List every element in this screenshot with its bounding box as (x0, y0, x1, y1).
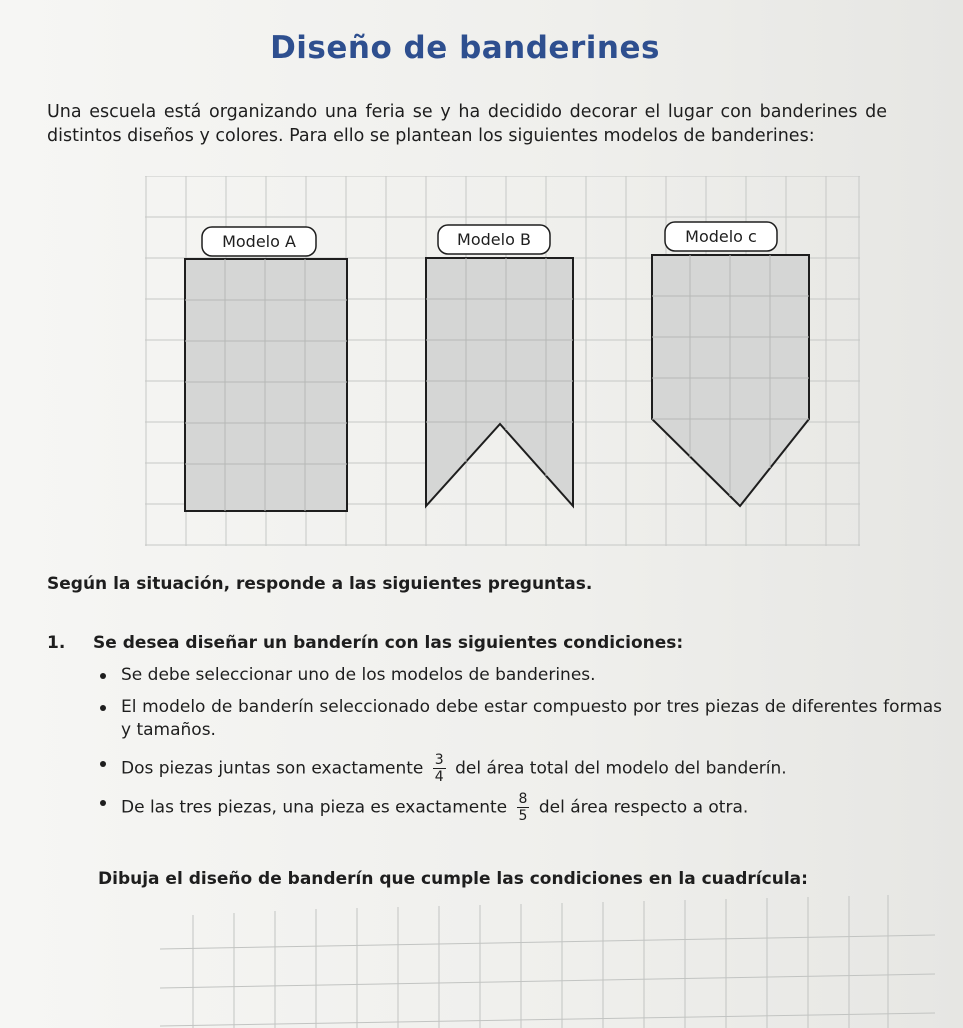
drawing-grid[interactable] (160, 895, 935, 1028)
page-title: Diseño de banderines (270, 30, 660, 66)
fraction-three-quarters (433, 752, 446, 785)
condition-text: del área respecto a otra. (538, 797, 749, 818)
intro-paragraph: Una escuela está organizando una feria se y ha decidido decorar el lugar con banderines de distintos diseños y colores. Para ello se plantean los siguientes modelos de banderines: (47, 102, 887, 146)
condition-item (100, 664, 942, 687)
condition-text: El modelo de banderín seleccionado debe estar compuesto por tres piezas de diferentes formas y tamaños. (121, 697, 942, 740)
question-text: Se desea diseñar un banderín con las siguientes condiciones: (93, 633, 684, 653)
model-b-flag (426, 258, 573, 506)
model-a-label: Modelo A (222, 232, 296, 251)
condition-item (100, 696, 942, 742)
question-number: 1. (47, 633, 66, 653)
fraction-denominator: 5 (518, 808, 528, 824)
condition-text: De las tres piezas, una pieza es exactamente (121, 797, 508, 818)
condition-item (100, 791, 942, 824)
model-c-label: Modelo c (685, 227, 757, 246)
model-a-flag (185, 259, 347, 511)
condition-item (100, 752, 942, 785)
conditions-list (100, 664, 942, 824)
condition-text: Se debe seleccionar uno de los modelos de banderines. (121, 665, 596, 685)
fraction-eight-fifths (517, 791, 530, 824)
condition-text: Dos piezas juntas son exactamente (121, 758, 424, 779)
condition-text: del área total del modelo del banderín. (455, 758, 787, 779)
fraction-numerator: 3 (434, 752, 444, 768)
drawing-prompt: Dibuja el diseño de banderín que cumple las condiciones en la cuadrícula: (98, 869, 808, 889)
fraction-denominator: 4 (434, 769, 444, 785)
instruction-text: Según la situación, responde a las siguientes preguntas. (47, 574, 593, 594)
models-figure (145, 176, 860, 546)
fraction-numerator: 8 (518, 791, 528, 807)
model-b-label: Modelo B (457, 230, 531, 249)
